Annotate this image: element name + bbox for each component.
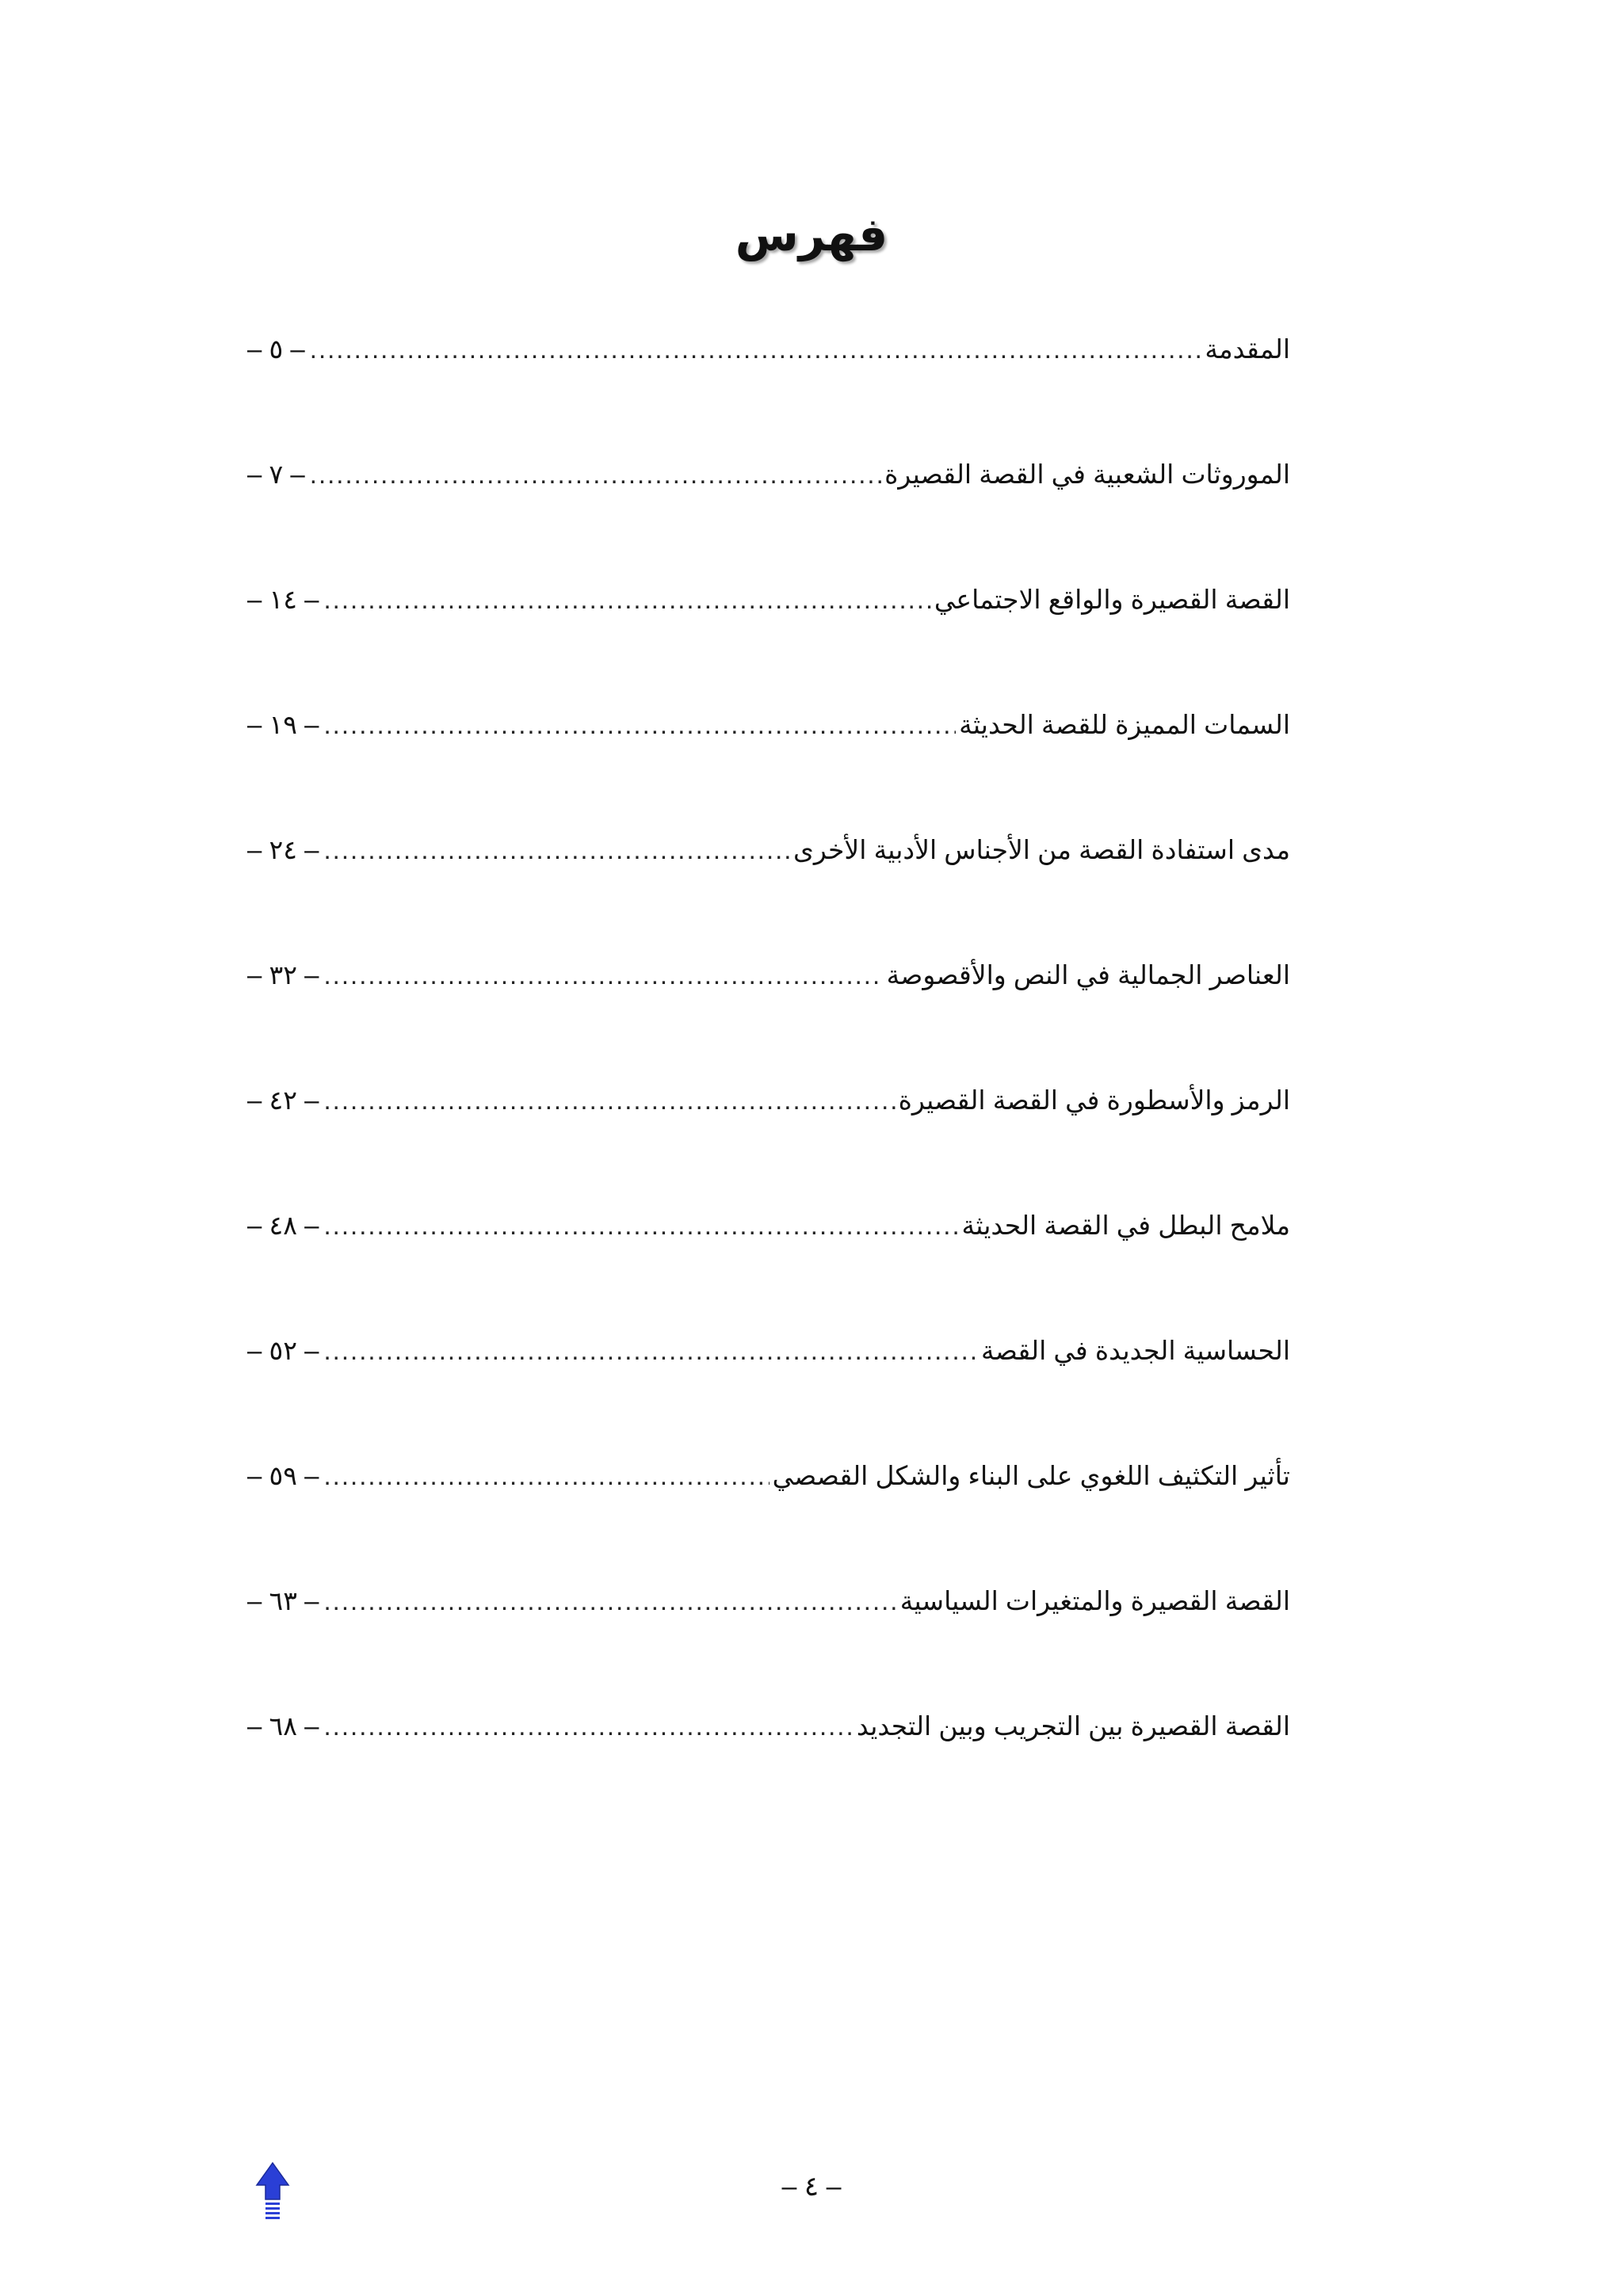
toc-entry[interactable]	[247, 822, 1290, 948]
toc-entry[interactable]	[247, 1323, 1290, 1448]
toc-leader-dots	[310, 447, 881, 502]
toc-entry-title: مدى استفادة القصة من الأجناس الأدبية الأخرى	[793, 835, 1290, 864]
toc-leader-dots	[324, 948, 884, 1003]
toc-entry[interactable]	[247, 322, 1290, 447]
toc-entry-page: – ٤٢ –	[247, 1085, 319, 1115]
toc-entry-page: – ٦٨ –	[247, 1711, 319, 1741]
toc-leader-dots	[324, 1573, 897, 1629]
table-of-contents	[247, 322, 1290, 1824]
toc-entry[interactable]	[247, 1073, 1290, 1198]
toc-leader-dots	[324, 572, 931, 627]
toc-entry-title: القصة القصيرة بين التجريب وبين التجديد	[856, 1711, 1290, 1741]
toc-entry-title: العناصر الجمالية في النص والأقصوصة	[886, 960, 1290, 990]
toc-leader-dots	[310, 322, 1202, 377]
toc-entry-page: – ٣٢ –	[247, 960, 319, 990]
toc-leader-dots	[324, 697, 957, 753]
toc-entry[interactable]	[247, 697, 1290, 822]
toc-entry-page: – ٥٢ –	[247, 1336, 319, 1365]
toc-entry-page: – ٢٤ –	[247, 835, 319, 864]
toc-entry-page: – ١٩ –	[247, 710, 319, 739]
toc-entry-title: المقدمة	[1205, 334, 1290, 364]
toc-leader-dots	[324, 822, 790, 878]
toc-leader-dots	[324, 1323, 979, 1379]
toc-entry-page: – ٧ –	[247, 460, 305, 489]
toc-entry-title: الموروثات الشعبية في القصة القصيرة	[884, 460, 1290, 489]
toc-leader-dots	[324, 1073, 896, 1128]
toc-leader-dots	[324, 1198, 959, 1253]
toc-entry-title: السمات المميزة للقصة الحديثة	[959, 710, 1290, 739]
toc-entry[interactable]	[247, 1699, 1290, 1824]
toc-entry-page: – ٦٣ –	[247, 1586, 319, 1615]
toc-entry-title: ملامح البطل في القصة الحديثة	[961, 1211, 1290, 1240]
toc-entry-title: الحساسية الجديدة في القصة	[981, 1336, 1290, 1365]
toc-entry[interactable]	[247, 948, 1290, 1073]
toc-entry-title: القصة القصيرة والمتغيرات السياسية	[899, 1586, 1290, 1615]
toc-leader-dots	[324, 1699, 854, 1754]
toc-entry-page: – ١٤ –	[247, 585, 319, 614]
toc-entry-title: تأثير التكثيف اللغوي على البناء والشكل القصصي	[772, 1461, 1290, 1490]
toc-entry-page: – ٥ –	[247, 334, 305, 364]
toc-leader-dots	[324, 1448, 769, 1504]
page-title: فهرس	[735, 209, 888, 261]
toc-entry-page: – ٤٨ –	[247, 1211, 319, 1240]
page-number: – ٤ –	[781, 2172, 842, 2202]
toc-entry-title: الرمز والأسطورة في القصة القصيرة	[898, 1085, 1290, 1115]
toc-entry-page: – ٥٩ –	[247, 1461, 319, 1490]
toc-entry[interactable]	[247, 1573, 1290, 1699]
toc-entry[interactable]	[247, 1448, 1290, 1573]
toc-entry[interactable]	[247, 572, 1290, 697]
toc-entry[interactable]	[247, 1198, 1290, 1323]
toc-entry-title: القصة القصيرة والواقع الاجتماعي	[934, 585, 1290, 614]
toc-entry[interactable]	[247, 447, 1290, 572]
